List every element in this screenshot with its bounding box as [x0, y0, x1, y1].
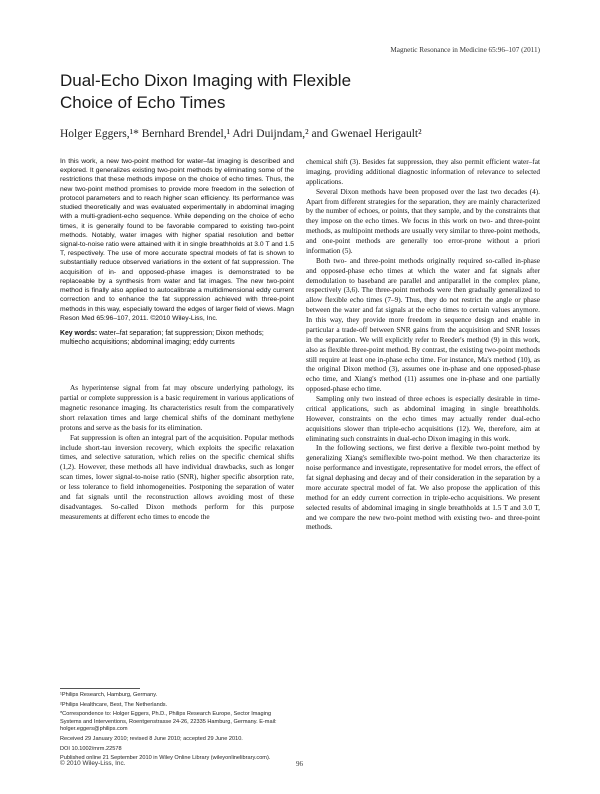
keywords — [60, 329, 294, 347]
body-paragraph-1: chemical shift (3). Besides fat suppression, they also permit efficient water–fat imaging, providing additional diagnostic information of relevance to selected applications. — [306, 157, 540, 186]
title-line-2: Choice of Echo Times — [60, 93, 226, 112]
footnote-received: Received 29 January 2010; revised 8 June 2010; accepted 29 June 2010. — [60, 735, 243, 742]
article-title — [60, 70, 500, 114]
journal-header: Magnetic Resonance in Medicine 65:96–107 (2011) — [390, 46, 540, 54]
body-paragraph-5: In the following sections, we first derive a flexible two-point method by generalizing Xiang's semiflexible two-point method. We then characterize its noise performance and investigate, representative for model errors, the effect of fat signal dephasing and decay and of their consideration in the separation by a more accurate spectral model of fat. We also propose the application of this method for an eddy current correction in triple-echo acquisitions. We present selected results of abdominal imaging in single breathholds at 1.5 T and 3.0 T, and we compare the new two-point method with existing two- and three-point methods. — [306, 443, 540, 532]
keywords-label: Key words: — [60, 329, 98, 337]
body-paragraph-4: Sampling only two instead of three echoes is especially desirable in time-critical applications, such as abdominal imaging in single breathholds. However, constraints on the echo times may actually render dual-echo acquisitions slower than triple-echo acquisitions (12). We, therefore, aim at eliminating such constraints in dual-echo Dixon imaging in this work. — [306, 394, 540, 443]
footnote-correspondence: *Correspondence to: Holger Eggers, Ph.D., Philips Research Europe, Sector Imaging Systems and Interventions, Roentgenstrasse 24-26, 22335 Hamburg, Germany. E-mail: holger.eggers@philips.com — [60, 711, 277, 733]
abstract: In this work, a new two-point method for water–fat imaging is described and explored. It generalizes existing two-point methods by eliminating some of the restrictions that these methods impose on the choice of echo times. Thus, the new two-point method promises to provide more freedom in the selection of protocol parameters and to reach higher scan efficiency. Its performance was studied theoretically and was evaluated experimentally in abdominal imaging with a multi-gradient-echo sequence. While depending on the choice of echo times, it is generally found to be favorable compared to existing two-point methods. Notably, water images with higher spatial resolution and better signal-to-noise ratio were attained with it in single breathholds at 3.0 T and 1.5 T, respectively. The use of more accurate spectral models of fat is shown to substantially reduce observed variations in the extent of fat suppression. The acquisition of in- and opposed-phase images is demonstrated to be replaceable by a synthesis from water and fat images. The new two-point method is finally also applied to autocalibrate a multidimensional eddy current correction and to enhance the fat suppression achieved with three-point methods in this way, especially toward the edges of larger field of views. Magn Reson Med 65:96–107, 2011. ©2010 Wiley-Liss, Inc. — [60, 158, 294, 322]
left-column — [60, 157, 294, 522]
body-paragraph-3: Both two- and three-point methods originally required so-called in-phase and opposed-phase echo times at which the water and fat signals after demodulation to baseband are parallel and antiparallel in the complex plane, respectively (3,6). The three-point methods were then gradually generalized to allow flexible echo times (7–9). Thus, they do not restrict the angle or phase between the water and fat signals at the echo times to certain values anymore. In this way, they provide more freedom in sequence design and enable in particular a trade-off between SNR gains from the acquisition and SNR losses in the separation. We will explicitly refer to Reeder's method (9) in this work, also as flexible three-point method. By contrast, the existing two-point methods still require at least one in-phase echo time. For instance, Ma's method (10), as the original Dixon method (3), assumes one in-phase and one opposed-phase echo time, and Xiang's method (11) assumes one in-phase and one partially opposed-phase echo time. — [306, 255, 540, 394]
intro-paragraph-2: Fat suppression is often an integral part of the acquisition. Popular methods include short-tau inversion recovery, which exploits the specific relaxation times, and selective saturation, which relies on the specific chemical shifts (1,2). However, these methods all have individual drawbacks, such as longer scan times, lower signal-to-noise ratio (SNR), higher specific absorption rate, or less tolerance to field inhomogeneities. Postponing the separation of water and fat signals until the reconstruction allows avoiding most of these disadvantages. So-called Dixon methods perform for this purpose measurements at different echo times to encode the — [60, 432, 294, 521]
footnote-rule — [60, 688, 140, 689]
keywords-text: water–fat separation; fat suppression; Dixon methods; multiecho acquisitions; abdominal imaging; eddy currents — [60, 329, 264, 347]
intro-paragraph-1: As hyperintense signal from fat may obscure underlying pathology, its partial or complete suppression is a basic requirement in various applications of magnetic resonance imaging. Its characteristics result from the comparatively short relaxation times and large chemical shifts of the dominant methylene protons and serve as the basis for its elimination. — [60, 383, 294, 432]
body-paragraph-2: Several Dixon methods have been proposed over the last two decades (4). Apart from different strategies for the separation, they are mainly characterized by the number of echoes, or points, that they sample, and by the constraints that they impose on the echo times. We focus in this work on two- and three-point methods, as multipoint methods are usually very similar to three-point methods, and one-point methods are generally too error-prone without a priori information (5). — [306, 186, 540, 255]
copyright: © 2010 Wiley-Liss, Inc. — [60, 760, 126, 767]
footnotes — [60, 692, 294, 765]
footnote-published: Published online 21 September 2010 in Wiley Online Library (wileyonlinelibrary.com). — [60, 755, 271, 762]
right-column — [306, 157, 540, 532]
footnote-doi: DOI 10.1002/mrm.22578 — [60, 745, 122, 752]
footnote-affiliation-1: ¹Philips Research, Hamburg, Germany. — [60, 692, 158, 698]
footnote-affiliation-2: ²Philips Healthcare, Best, The Netherlands. — [60, 701, 168, 708]
title-line-1: Dual-Echo Dixon Imaging with Flexible — [60, 71, 352, 90]
page-number: 96 — [296, 760, 303, 768]
author-list: Holger Eggers,¹* Bernhard Brendel,¹ Adri Duijndam,² and Gwenael Herigault² — [60, 128, 422, 140]
